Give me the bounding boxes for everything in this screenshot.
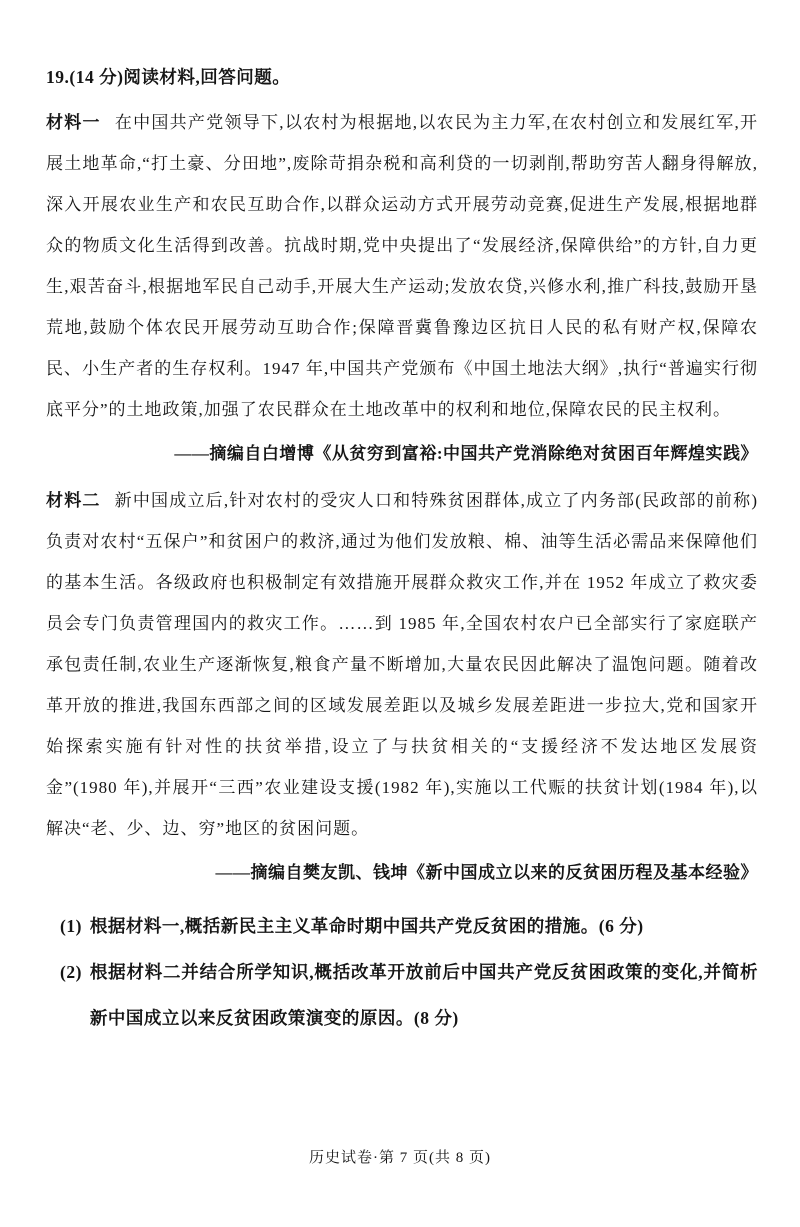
material-2-label: 材料二: [46, 491, 101, 510]
material-1-source: ——摘编自白增博《从贫穷到富裕:中国共产党消除绝对贫困百年辉煌实践》: [174, 444, 758, 463]
material-2: [46, 480, 758, 849]
material-2-source: ——摘编自樊友凯、钱坤《新中国成立以来的反贫困历程及基本经验》: [215, 863, 758, 882]
sub-question-1-number: (1): [60, 916, 82, 936]
sub-question-2-number: (2): [60, 962, 82, 982]
material-2-text: 新中国成立后,针对农村的受灾人口和特殊贫困群体,成立了内务部(民政部的前称)负责对农村“五保户”和贫困户的救济,通过为他们发放粮、棉、油等生活必需品来保障他们的基本生活。各级政府也积极制定有效措施开展群众救灾工作,并在 1952 年成立了救灾委员会专门负责管理国内的救灾工作。……到 1985 年,全国农村农户已全部实行了家庭联产承包责任制,农业生产逐渐恢复,粮食产量不断增加,大量农民因此解决了温饱问题。随着改革开放的推进,我国东西部之间的区域发展差距以及城乡发展差距进一步拉大,党和国家开始探索实施有针对性的扶贫举措,设立了与扶贫相关的“支援经济不发达地区发展资金”(1980 年),并展开“三西”农业建设支援(1982 年),实施以工代赈的扶贫计划(1984 年),以解决“老、少、边、穷”地区的贫困问题。: [46, 491, 759, 838]
sub-question-2-text: 根据材料二并结合所学知识,概括改革开放前后中国共产党反贫困政策的变化,并简析新中国成立以来反贫困政策演变的原因。(8 分): [89, 962, 758, 1028]
sub-question-1: [60, 903, 758, 949]
page-footer: 历史试卷·第 7 页(共 8 页): [309, 1150, 491, 1166]
material-1: [46, 102, 758, 430]
material-1-text: 在中国共产党领导下,以农村为根据地,以农民为主力军,在农村创立和发展红军,开展土地革命,“打土豪、分田地”,废除苛捐杂税和高利贷的一切剥削,帮助穷苦人翻身得解放,深入开展农业生产和农民互助合作,以群众运动方式开展劳动竞赛,促进生产发展,根据地群众的物质文化生活得到改善。抗战时期,党中央提出了“发展经济,保障供给”的方针,自力更生,艰苦奋斗,根据地军民自己动手,开展大生产运动;发放农贷,兴修水利,推广科技,鼓励开垦荒地,鼓励个体农民开展劳动互助合作;保障晋冀鲁豫边区抗日人民的私有财产权,保障农民、小生产者的生存权利。1947 年,中国共产党颁布《中国土地法大纲》,执行“普遍实行彻底平分”的土地政策,加强了农民群众在土地改革中的权利和地位,保障农民的民主权利。: [46, 113, 759, 419]
sub-question-1-text: 根据材料一,概括新民主主义革命时期中国共产党反贫困的措施。(6 分): [89, 916, 644, 936]
sub-questions: [46, 903, 758, 1041]
sub-question-2: [60, 949, 758, 1041]
question-header: 19.(14 分)阅读材料,回答问题。: [46, 67, 291, 87]
exam-page: [46, 62, 758, 1041]
material-1-label: 材料一: [46, 113, 101, 132]
